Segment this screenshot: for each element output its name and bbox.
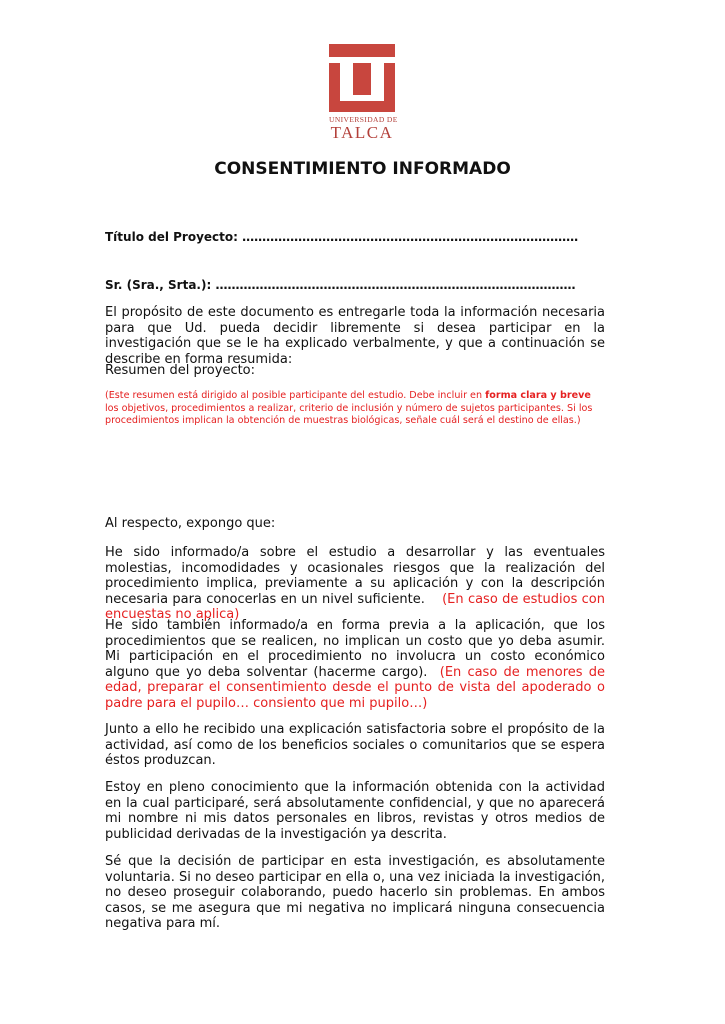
paragraph-costs (105, 618, 605, 712)
project-title-blank[interactable]: ………………………………………………………………………… (242, 230, 579, 244)
paragraph-informed-risks-note: (En caso de estudios con encuestas no aplica) (105, 591, 605, 623)
paragraph-informed-risks (105, 545, 605, 623)
paragraph-voluntary: Sé que la decisión de participar en esta investigación, es absolutamente voluntaria. Si no deseo participar en ella o, una vez iniciada la investigación, no deseo proseguir colaborando, puedo hacerlo sin problemas. En ambos casos, se me asegura que mi negativa no implicará ninguna consecuencia negativa para mí. (105, 854, 605, 932)
participant-name-blank[interactable]: ……………………………………………………………………………… (215, 278, 576, 292)
summary-instructions (105, 390, 605, 428)
paragraph-benefits: Junto a ello he recibido una explicación satisfactoria sobre el propósito de la actividad, así como de los beneficios sociales o comunitarios que se espera éstos produzcan. (105, 722, 605, 769)
participant-name-label: Sr. (Sra., Srta.): (105, 278, 212, 292)
project-title-label: Título del Proyecto: (105, 230, 238, 244)
project-title-field (105, 230, 578, 244)
summary-label: Resumen del proyecto: (105, 363, 256, 378)
participant-name-field (105, 278, 575, 292)
intro-paragraph: El propósito de este documento es entregarle toda la información necesaria para que Ud. pueda decidir libremente si desea participar en la investigación que se le ha explicado verbalmente, y que a continuación se describe en forma resumida: (105, 305, 605, 367)
paragraph-costs-text: He sido también informado/a en forma previa a la aplicación, que los procedimientos que se realicen, no implican un costo que yo deba asumir. Mi participación en el procedimiento no involucra un costo económico alguno que yo deba solventar (hacerme cargo). (105, 618, 605, 680)
paragraph-confidentiality: Estoy en pleno conocimiento que la información obtenida con la actividad en la cual participaré, será absolutamente confidencial, y que no aparecerá mi nombre ni mis datos personales en libros, revistas y otros medios de publicidad derivadas de la investigación ya descrita. (105, 780, 605, 842)
paragraph-informed-risks-text: He sido informado/a sobre el estudio a desarrollar y las eventuales molestias, incomodidades y ocasionales riesgos que la realización del procedimiento implica, previamente a su aplicación y con la descripción necesaria para conocerlas en un nivel suficiente. (105, 545, 605, 607)
summary-instructions-bold: forma clara y breve (485, 390, 591, 401)
logo-text-talca: TALCA (330, 123, 394, 142)
university-emblem-icon (329, 44, 395, 112)
statement-intro: Al respecto, expongo que: (105, 516, 276, 531)
summary-instructions-part1: (Este resumen está dirigido al posible participante del estudio. Debe incluir en (105, 390, 486, 401)
logo-text-universidad: UNIVERSIDAD DE (329, 115, 398, 124)
university-logo (329, 44, 398, 142)
paragraph-costs-note: (En caso de menores de edad, preparar el consentimiento desde el punto de vista del apoderado o padre para el pupilo… consiento que mi pupilo…) (105, 664, 605, 711)
document-title: CONSENTIMIENTO INFORMADO (214, 159, 511, 179)
summary-instructions-part2: los objetivos, procedimientos a realizar, criterio de inclusión y número de sujetos participantes. Si los procedimientos implican la obtención de muestras biológicas, señale cuál será el destino de ellas.) (105, 402, 593, 427)
